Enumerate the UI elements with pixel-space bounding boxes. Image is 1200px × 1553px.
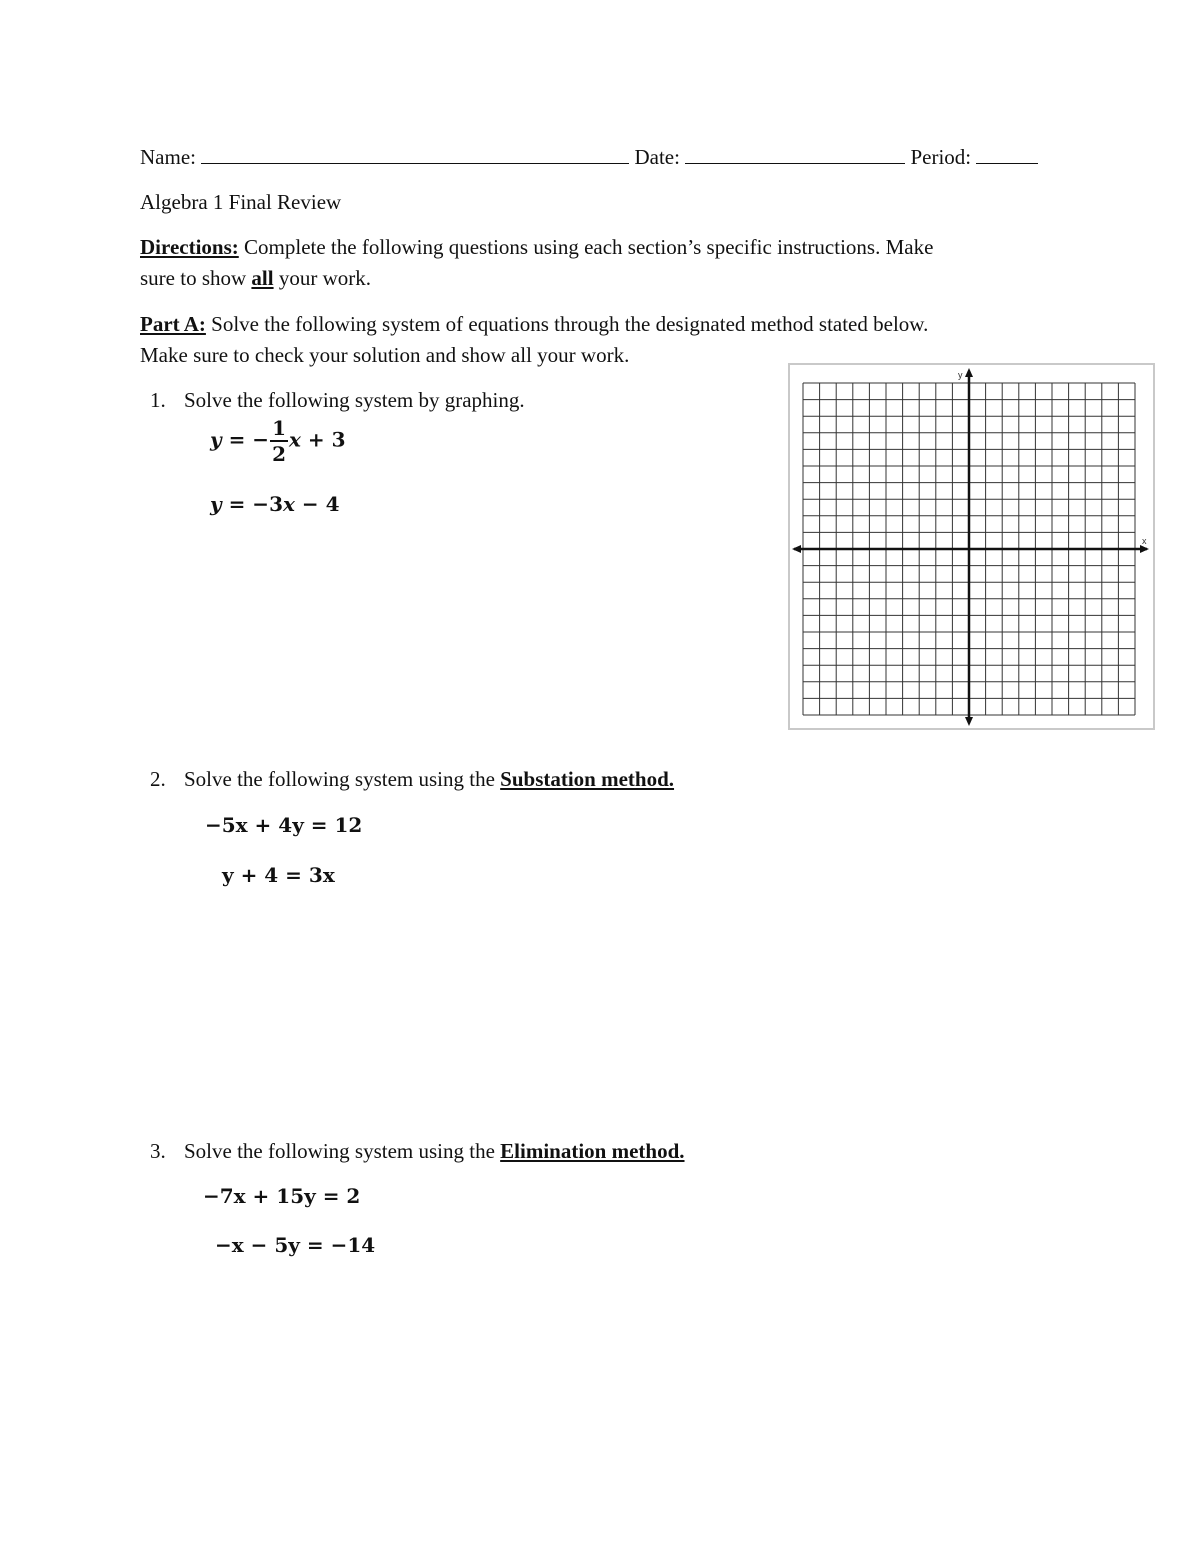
fraction-numerator: 1 [272, 416, 286, 440]
question-3-number: 3. [150, 1139, 166, 1163]
y-axis-arrow-up [965, 368, 973, 377]
emphasis-all: all [251, 266, 274, 290]
eq-rest: − 4 [294, 492, 340, 516]
eq-op: = −3 [221, 492, 283, 516]
eq-var: x [282, 492, 295, 516]
eq-var: x [289, 427, 301, 452]
header-line [140, 143, 1038, 170]
question-2-equation-1: −5x + 4y = 12 [205, 813, 363, 837]
coordinate-grid [788, 363, 1155, 730]
grid-svg [790, 365, 1153, 728]
question-3-equation-1: −7x + 15y = 2 [203, 1184, 361, 1208]
part-a-line1 [140, 312, 928, 337]
x-axis-label: x [1142, 536, 1147, 546]
directions-text: Complete the following questions using each section’s specific instructions. Make [238, 235, 934, 259]
question-2-prompt: Solve the following system using the [184, 767, 501, 791]
question-3-equation-2: −x − 5y = −14 [215, 1233, 376, 1257]
x-axis-arrow-right [1140, 545, 1149, 553]
name-blank[interactable] [201, 143, 629, 164]
part-a-text: Solve the following system of equations through the designated method stated below. [205, 312, 929, 336]
part-a-label: Part A: [140, 312, 206, 336]
directions-text-2b: your work. [273, 266, 371, 290]
question-3-method: Elimination method. [500, 1139, 685, 1163]
name-label: Name: [140, 145, 196, 169]
period-blank[interactable] [976, 143, 1038, 164]
question-2-prompt-line [184, 767, 674, 792]
question-3-prompt: Solve the following system using the [184, 1139, 501, 1163]
eq-rest: + 3 [300, 427, 346, 452]
question-1-equation-2 [210, 492, 340, 516]
date-label: Date: [634, 145, 680, 169]
y-axis-arrow-down [965, 717, 973, 726]
question-1-prompt: Solve the following system by graphing. [184, 388, 525, 412]
question-2-method: Substation method. [500, 767, 675, 791]
page-title: Algebra 1 Final Review [140, 190, 342, 214]
eq-op: = − [221, 427, 270, 452]
directions-label: Directions: [140, 235, 239, 259]
question-2-equation-2: y + 4 = 3x [222, 863, 335, 887]
directions-text-2a: sure to show [140, 266, 252, 290]
eq-var: y [210, 492, 222, 516]
question-2-number: 2. [150, 767, 166, 791]
question-1-number: 1. [150, 388, 166, 412]
question-1-equation-1 [210, 418, 346, 464]
period-label: Period: [910, 145, 972, 169]
fraction [270, 418, 288, 464]
directions-line1 [140, 235, 933, 260]
eq-var: y [210, 427, 222, 452]
date-blank[interactable] [685, 143, 905, 164]
x-axis-arrow-left [792, 545, 801, 553]
question-3-prompt-line [184, 1139, 685, 1164]
directions-line2 [140, 266, 371, 291]
y-axis-label: y [958, 370, 963, 380]
part-a-line2: Make sure to check your solution and show all your work. [140, 343, 630, 367]
fraction-denominator: 2 [272, 442, 286, 466]
